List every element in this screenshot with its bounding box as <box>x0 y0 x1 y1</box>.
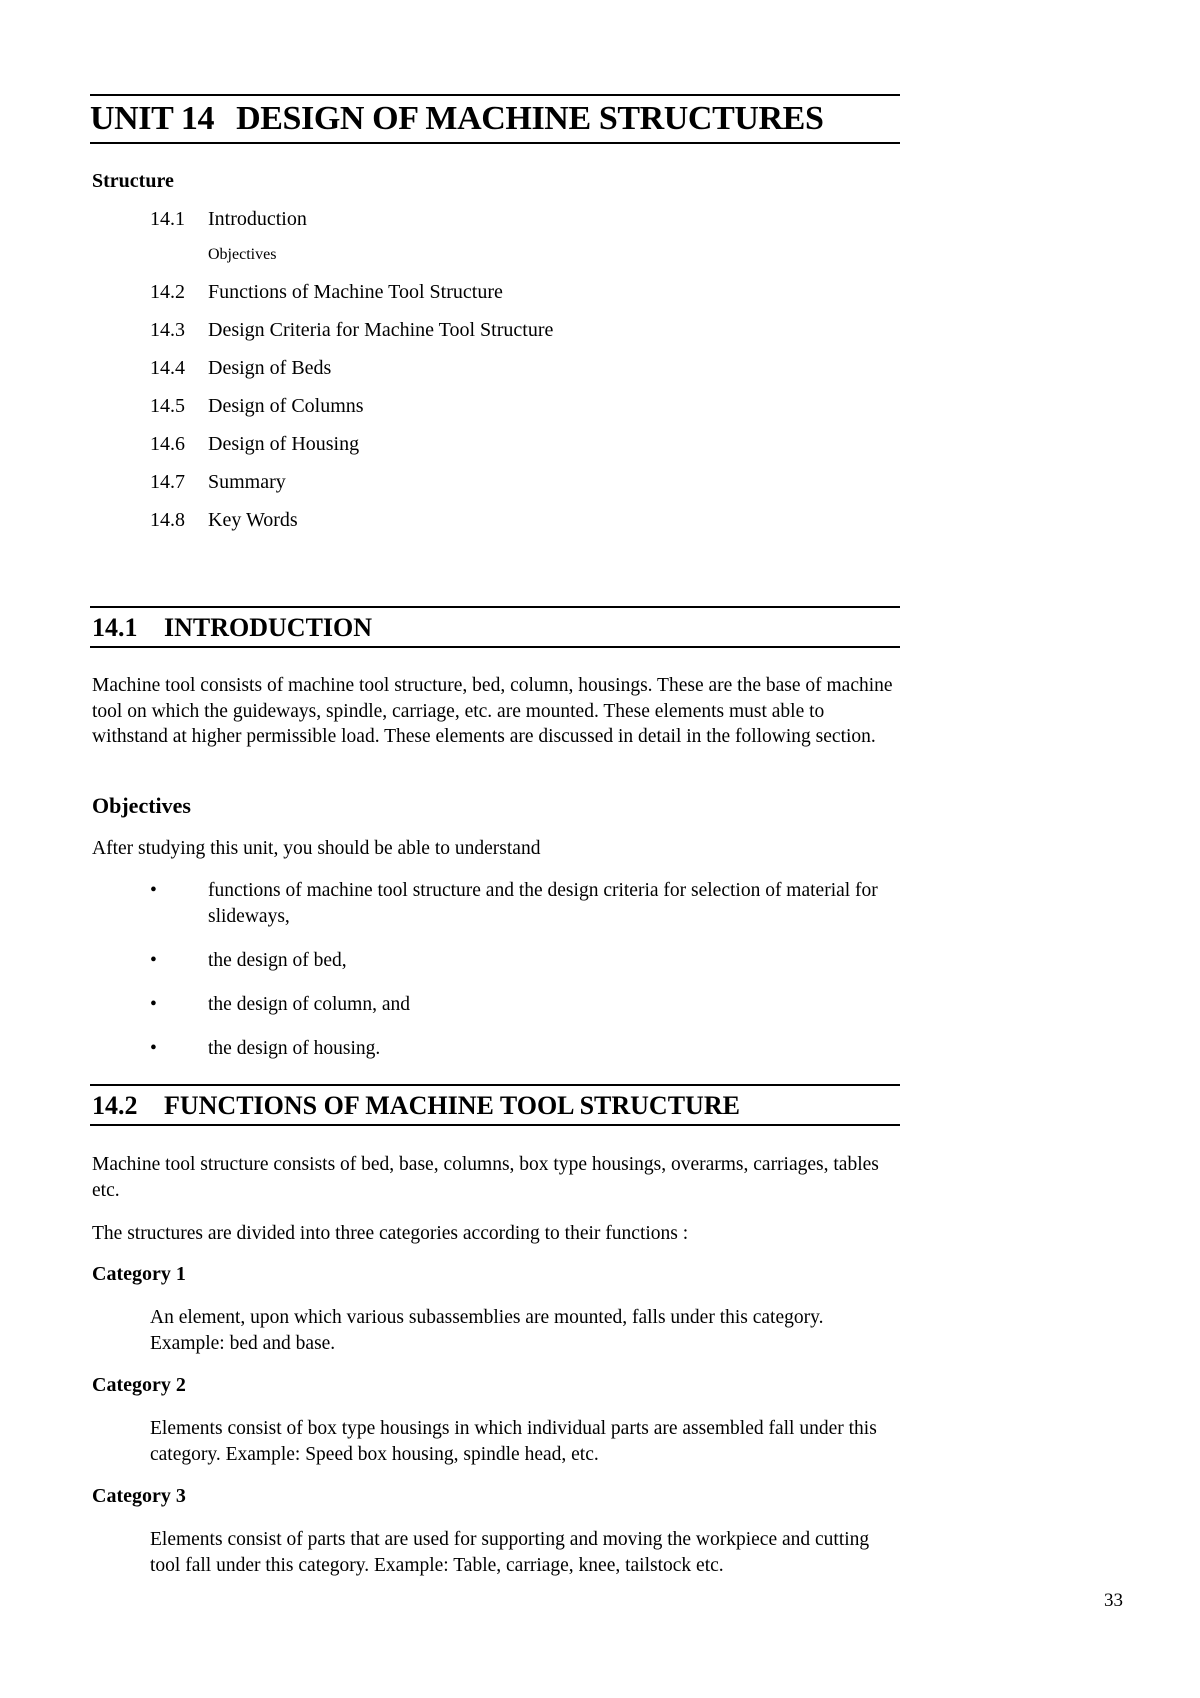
unit-title <box>90 94 900 144</box>
category-heading: Category 1 <box>92 1263 186 1285</box>
toc-item-number: 14.3 <box>150 319 185 341</box>
category-heading: Category 3 <box>92 1485 186 1507</box>
toc-item <box>150 357 331 380</box>
toc-item <box>150 509 298 532</box>
section-title: FUNCTIONS OF MACHINE TOOL STRUCTURE <box>164 1091 740 1120</box>
objectives-intro: After studying this unit, you should be able to understand <box>92 838 541 859</box>
toc-sub-item: Objectives <box>208 246 277 263</box>
objective-text: the design of bed, <box>208 950 347 971</box>
unit-title-text: DESIGN OF MACHINE STRUCTURES <box>236 100 824 137</box>
toc-item-label: Introduction <box>208 208 307 230</box>
toc-item <box>150 471 286 494</box>
category-description: Elements consist of parts that are used for supporting and moving the workpiece and cutting tool fall under this category. Example: Table, carriage, knee, tailstock etc. <box>150 1529 870 1576</box>
toc-item-number: 14.4 <box>150 357 185 379</box>
toc-item-number: 14.6 <box>150 433 185 455</box>
bullet-icon: • <box>150 1038 157 1059</box>
bullet-icon: • <box>150 880 157 901</box>
unit-number: UNIT 14 <box>90 100 215 137</box>
categories-intro: The structures are divided into three categories according to their functions : <box>92 1223 689 1244</box>
objective-text: the design of housing. <box>208 1038 381 1059</box>
objectives-heading: Objectives <box>92 793 191 818</box>
toc-item <box>150 208 307 231</box>
toc-item-number: 14.5 <box>150 395 185 417</box>
category-description: An element, upon which various subassemblies are mounted, falls under this category. Example: bed and base. <box>150 1307 824 1354</box>
toc-item-label: Design of Housing <box>208 433 360 455</box>
toc-item-number: 14.1 <box>150 208 185 230</box>
intro-paragraph: Machine tool consists of machine tool structure, bed, column, housings. These are the base of machine tool on which the guideways, spindle, carriage, etc. are mounted. These elements must able to withstand at higher permissible load. These elements are discussed in detail in the following section. <box>92 675 893 747</box>
toc-item-label: Key Words <box>208 509 298 531</box>
bullet-icon: • <box>150 950 157 971</box>
section-heading <box>90 606 900 648</box>
toc-item <box>150 433 359 456</box>
objective-text: the design of column, and <box>208 994 410 1015</box>
bullet-icon: • <box>150 994 157 1015</box>
toc-item-label: Design of Columns <box>208 395 364 417</box>
toc-item-number: 14.8 <box>150 509 185 531</box>
toc-item-label: Design Criteria for Machine Tool Structure <box>208 319 554 341</box>
toc-item <box>150 319 553 342</box>
objective-text: functions of machine tool structure and the design criteria for selection of material for slideways, <box>208 880 878 927</box>
section-number: 14.1 <box>92 613 138 642</box>
page-number: 33 <box>1104 1590 1123 1611</box>
functions-paragraph: Machine tool structure consists of bed, base, columns, box type housings, overarms, carriages, tables etc. <box>92 1154 879 1201</box>
toc-item <box>150 281 503 304</box>
section-number: 14.2 <box>92 1091 138 1120</box>
toc-item-label: Summary <box>208 471 286 493</box>
category-description: Elements consist of box type housings in which individual parts are assembled fall under this category. Example: Speed box housing, spindle head, etc. <box>150 1418 877 1465</box>
toc-item-number: 14.2 <box>150 281 185 303</box>
toc-item-label: Design of Beds <box>208 357 332 379</box>
section-heading <box>90 1084 900 1126</box>
structure-heading: Structure <box>92 170 174 192</box>
toc-item <box>150 395 364 418</box>
section-title: INTRODUCTION <box>164 613 373 642</box>
toc-item-label: Functions of Machine Tool Structure <box>208 281 503 303</box>
toc-item-number: 14.7 <box>150 471 185 493</box>
category-heading: Category 2 <box>92 1374 186 1396</box>
